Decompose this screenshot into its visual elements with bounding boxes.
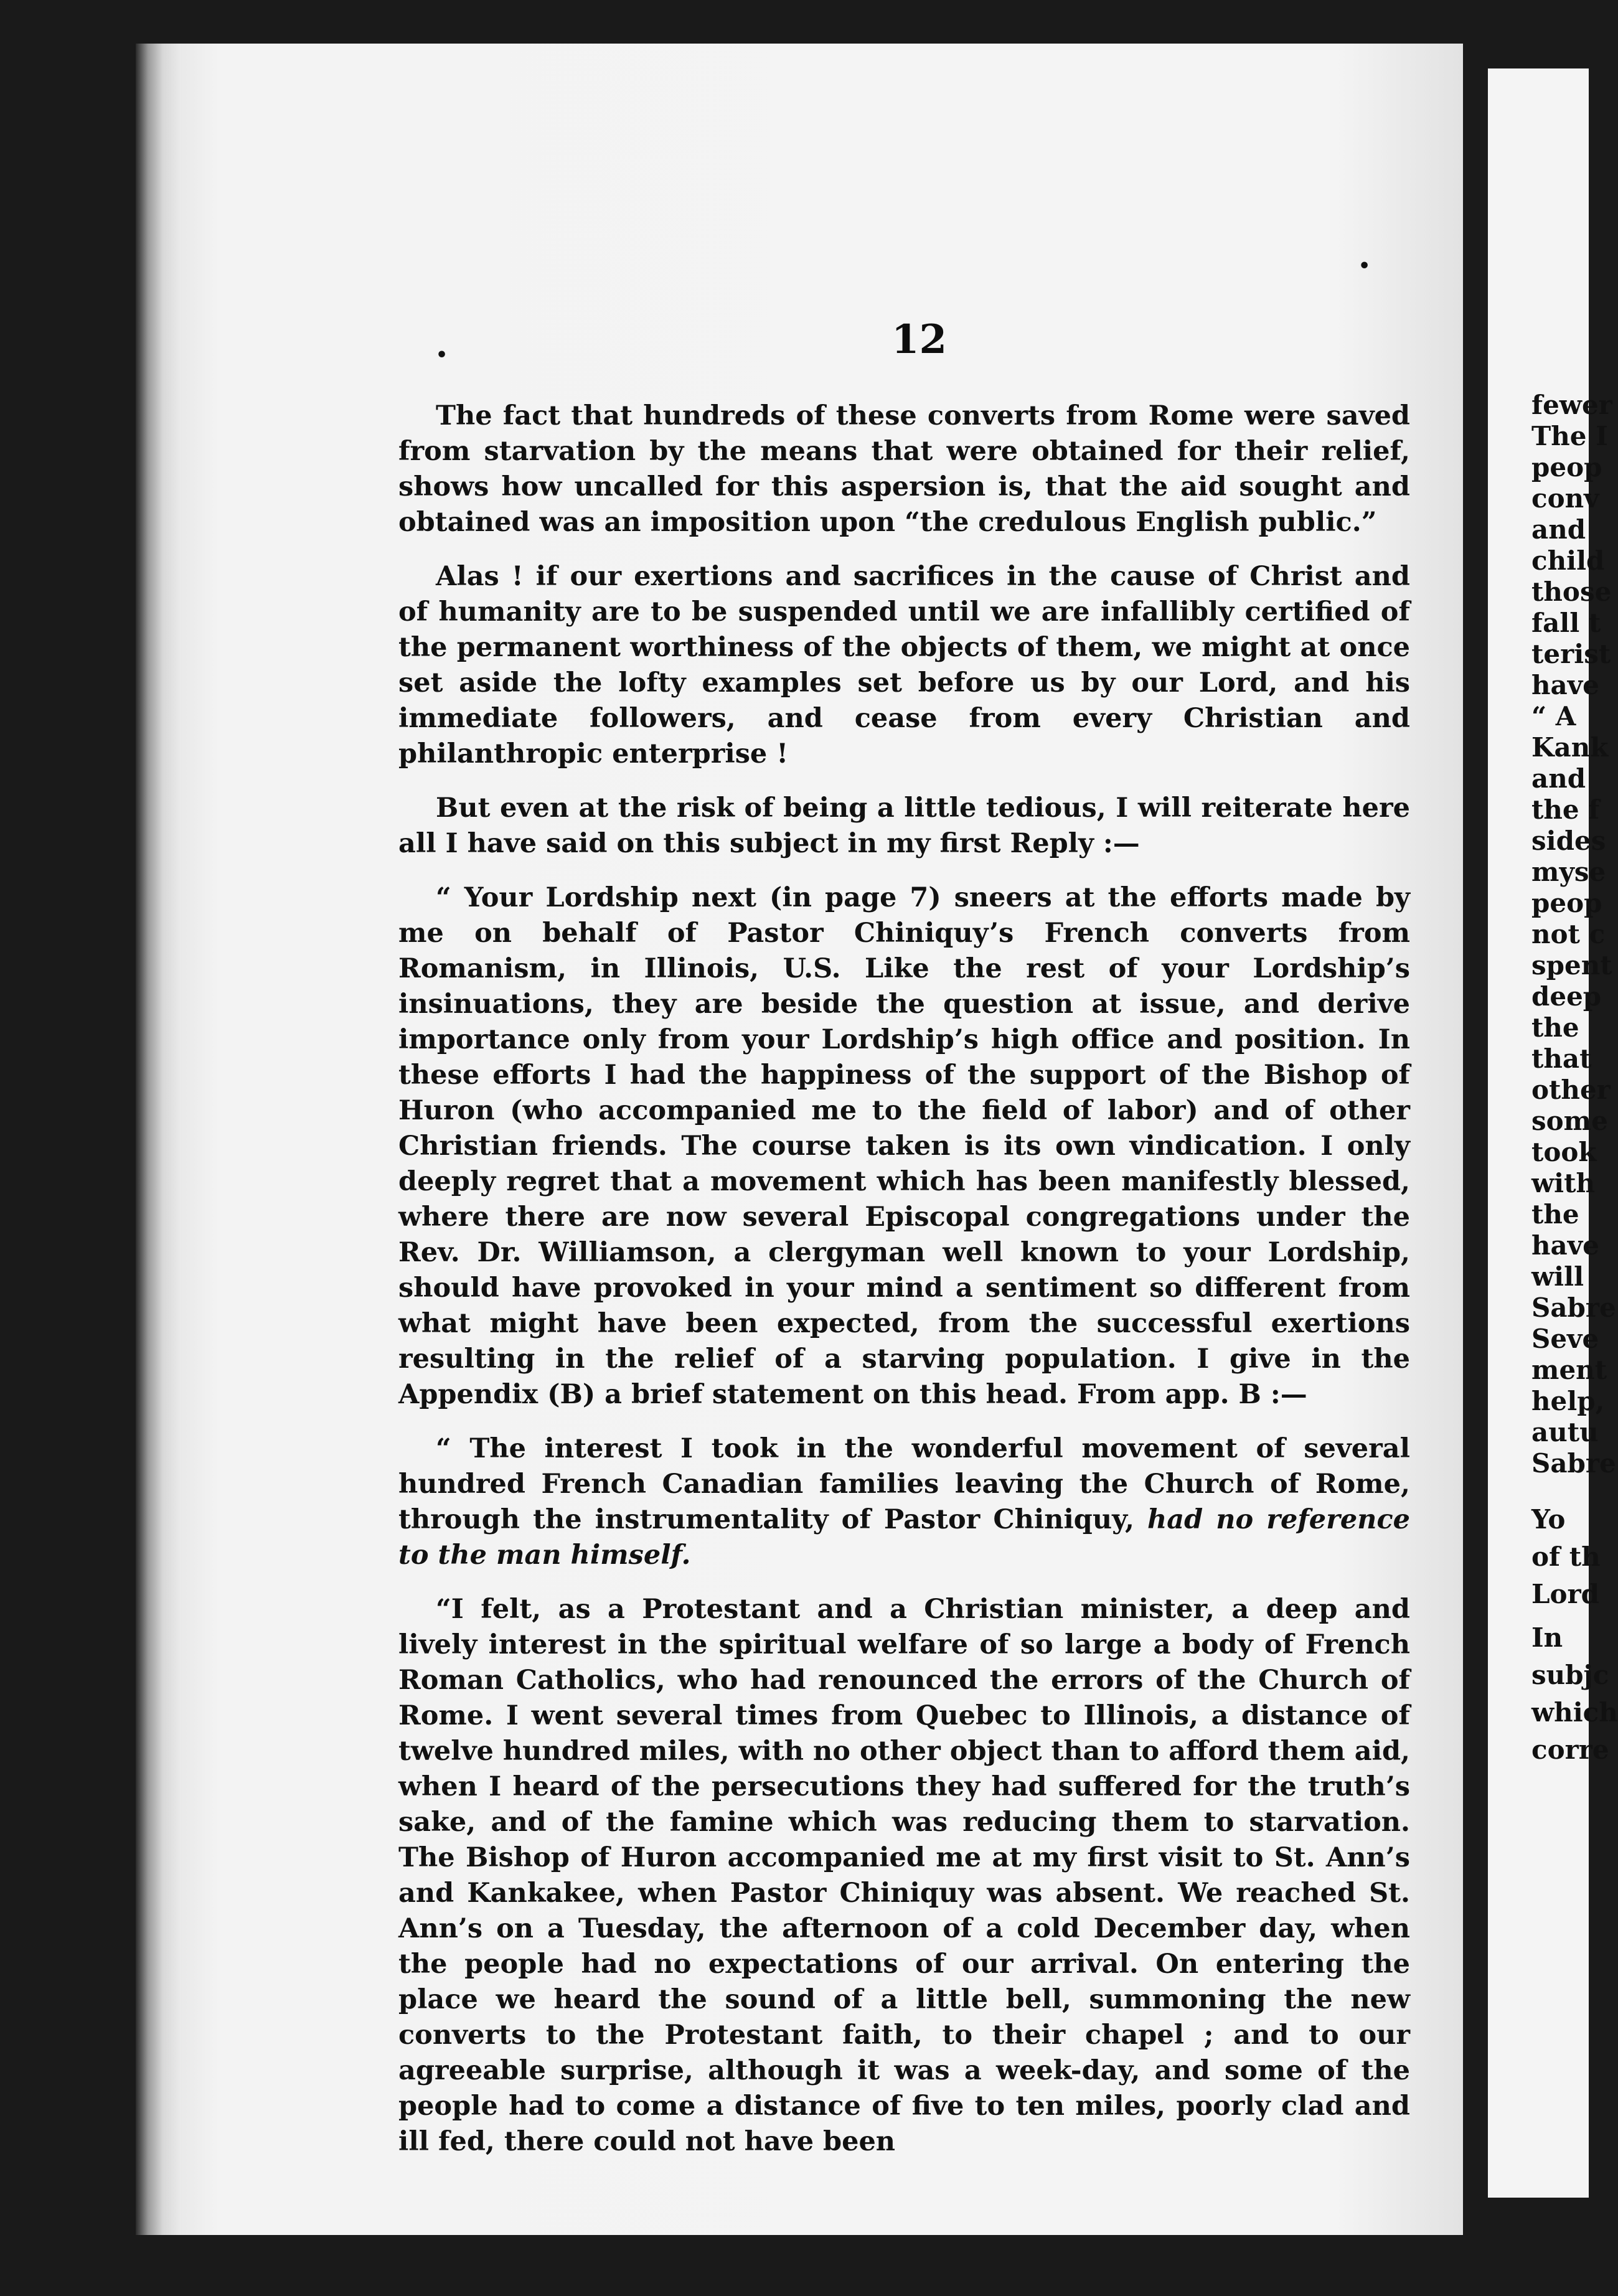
facing-page-fragment: help, — [1531, 1386, 1605, 1416]
facing-page-fragment: Sabre — [1531, 1292, 1616, 1323]
facing-page-fragment: with — [1531, 1168, 1596, 1198]
paragraph: Alas ! if our exertions and sacrifices in the cause of Christ and of humanity are to be suspended until we are infallibly certified of the permanent worthiness of the objects of them, we might at once set aside the lofty examples set before us by our Lord, and his immediate followers, and cease from every Christian and philanthropic enterprise ! — [398, 561, 1410, 769]
facing-page-fragment: peop — [1531, 888, 1602, 918]
facing-page-fragment: some — [1531, 1106, 1608, 1136]
facing-page-fragment: The I — [1531, 421, 1608, 451]
facing-page-fragment: fewer — [1531, 390, 1612, 420]
facing-page-fragment: which — [1531, 1697, 1618, 1728]
book-binding-edge — [136, 44, 186, 2235]
italic-phrase: had no reference to the man himself. — [398, 1504, 1410, 1571]
facing-page-fragment: not c — [1531, 919, 1606, 949]
facing-page-fragment: Yo — [1531, 1504, 1566, 1535]
facing-page-fragment: Sabre — [1531, 1448, 1616, 1479]
facing-page-fragment: have — [1531, 670, 1599, 700]
quoted-paragraph — [398, 1431, 1410, 1573]
facing-page-fragment: autu — [1531, 1417, 1599, 1447]
facing-page-fragment: other — [1531, 1075, 1611, 1105]
facing-page-fragment: terist — [1531, 639, 1611, 669]
facing-page-fragment: subjc — [1531, 1660, 1609, 1690]
facing-page-fragment: and — [1531, 514, 1586, 545]
body-text — [398, 398, 1410, 2178]
facing-page-fragment: In — [1531, 1622, 1563, 1653]
facing-page-fragment: myse — [1531, 857, 1606, 887]
facing-page-fragment: those — [1531, 576, 1612, 607]
facing-page-fragment: will — [1531, 1261, 1584, 1292]
facing-page-fragment: have — [1531, 1230, 1599, 1261]
facing-page-fragment: Seve — [1531, 1324, 1599, 1354]
facing-page-fragment: spent — [1531, 950, 1612, 981]
facing-page-fragment: sides — [1531, 826, 1606, 856]
facing-page-fragment: child — [1531, 545, 1605, 576]
quoted-paragraph: “I felt, as a Protestant and a Christian minister, a deep and lively interest in the spiritual welfare of so large a body of French Roman Catholics, who had renounced the errors of the Church of Rome. I went several times from Quebec to Illinois, a distance of twelve hundred miles, with no other object than to afford them aid, when I heard of the persecutions they had suffered for the truth’s sake, and of the famine which was reducing them to starvation. The Bishop of Huron accompanied me at my first visit to St. Ann’s and Kankakee, when Pastor Chiniquy was absent. We reached St. Ann’s on a Tuesday, the afternoon of a cold December day, when the people had no expectations of our arrival. On entering the place we heard the sound of a little bell, summoning the new converts to the Protestant faith, to their chapel ; and to our agreeable surprise, although it was a week-day, and some of the people had to come a distance of five to ten miles, poorly clad and ill fed, there could not have been — [398, 1594, 1410, 2157]
page-number: 12 — [891, 316, 948, 363]
facing-page-fragment: Lord — [1531, 1579, 1600, 1609]
paragraph: The fact that hundreds of these converts from Rome were saved from starvation by the means that were obtained for their relief, shows how uncalled for this aspersion is, that the aid sought and obtained was an imposition upon “the credulous English public.” — [398, 400, 1410, 538]
facing-page-fragment: peop — [1531, 452, 1602, 482]
paragraph: But even at the risk of being a little tedious, I will reiterate here all I have said on this subject in my first Reply :— — [398, 793, 1410, 859]
facing-page-fragment: ment — [1531, 1355, 1607, 1385]
facing-page-fragment: “ A — [1531, 701, 1576, 732]
facing-page-fragment: conv — [1531, 483, 1599, 514]
facing-page-fragment: fall t — [1531, 608, 1601, 638]
facing-page-fragment: the — [1531, 1199, 1579, 1230]
facing-page-fragment: the f — [1531, 794, 1600, 825]
facing-page-fragment: and — [1531, 763, 1586, 794]
facing-page-fragment: corre — [1531, 1734, 1609, 1765]
facing-page-fragment: deep — [1531, 981, 1602, 1012]
quoted-paragraph: “ Your Lordship next (in page 7) sneers at the efforts made by me on behalf of Pastor Chiniquy’s French converts from Romanism, in Illinois, U.S. Like the rest of your Lordship’s insinuations, they are beside the question at issue, and derive importance only from your Lordship’s high office and position. In these efforts I had the happiness of the support of the Bishop of Huron (who accompanied me to the field of labor) and of other Christian friends. The course taken is its own vindication. I only deeply regret that a movement which has been manifestly blessed, where there are now several Episcopal congregations under the Rev. Dr. Williamson, a clergyman well known to your Lordship, should have provoked in your mind a sentiment so different from what might have been expected, from the successful exertions resulting in the relief of a starving population. I give in the Appendix (B) a brief statement on this head. From app. B :— — [398, 882, 1410, 1410]
speck: • — [1358, 255, 1371, 277]
facing-page-fragment: Kank — [1531, 732, 1609, 763]
facing-page-fragment: took — [1531, 1137, 1597, 1167]
paragraph-text: “ The interest I took in the wonderful movement of several hundred French Canadian families leaving the Church of Rome, through the instrumentality of Pastor Chiniquy, — [398, 1433, 1410, 1535]
facing-page-fragment: of th — [1531, 1541, 1601, 1572]
speck: • — [436, 344, 448, 366]
facing-page-fragment: that — [1531, 1043, 1592, 1074]
facing-page-fragment: the — [1531, 1012, 1579, 1043]
facing-page-edge — [1488, 68, 1618, 2198]
